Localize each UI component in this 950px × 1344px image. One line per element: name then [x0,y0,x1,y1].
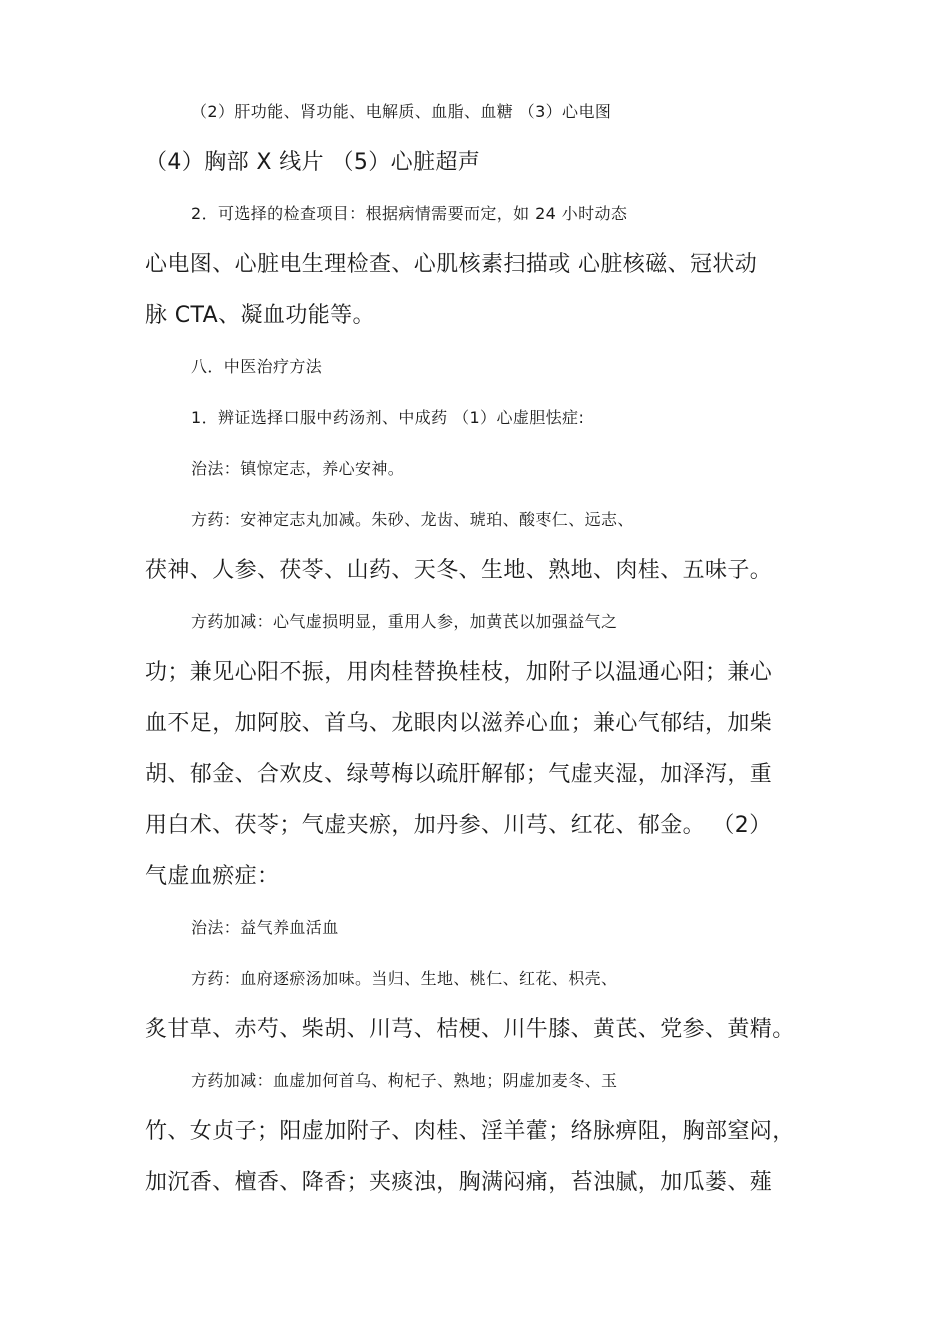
text-line: 2．可选择的检查项目：根据病情需要而定，如 24 小时动态 [191,204,628,223]
text-line: 气虚血瘀症： [145,864,280,889]
document-body [145,86,817,1208]
text-line: 1．辨证选择口服中药汤剂、中成药 （1）心虚胆怯症: [191,408,585,427]
text-line: 心电图、心脏电生理检查、心肌核素扫描或 心脏核磁、冠状动 [145,252,758,277]
text-line: 方药加减：心气虚损明显，重用人参，加黄芪以加强益气之 [191,612,618,631]
text-line: 胡、郁金、合欢皮、绿萼梅以疏肝解郁；气虚夹湿，加泽泻，重 [145,762,773,787]
text-line: 竹、女贞子；阳虚加附子、肉桂、淫羊藿；络脉痹阻，胸部窒闷， [145,1119,795,1144]
text-line: 方药加减：血虚加何首乌、枸杞子、熟地；阴虚加麦冬、玉 [191,1071,618,1090]
section-heading: 八．中医治疗方法 [191,357,323,376]
text-line: 加沉香、檀香、降香；夹痰浊，胸满闷痛，苔浊腻，加瓜蒌、薤 [145,1170,773,1195]
text-line: 治法：益气养血活血 [191,918,339,937]
text-line: 茯神、人参、茯苓、山药、天冬、生地、熟地、肉桂、五味子。 [145,558,773,583]
text-line: 用白术、茯苓；气虚夹瘀，加丹参、川芎、红花、郁金。 （2） [145,813,772,838]
text-line: 治法：镇惊定志，养心安神。 [191,459,405,478]
text-line: 方药：安神定志丸加减。朱砂、龙齿、琥珀、酸枣仁、远志、 [191,510,634,529]
text-line: （4）胸部 X 线片 （5）心脏超声 [145,150,481,175]
text-line: 功；兼见心阳不振，用肉桂替换桂枝，加附子以温通心阳；兼心 [145,660,773,685]
text-line: 血不足，加阿胶、首乌、龙眼肉以滋养心血；兼心气郁结，加柴 [145,711,773,736]
text-line: （2）肝功能、肾功能、电解质、血脂、血糖 （3）心电图 [191,102,612,121]
text-line: 方药：血府逐瘀汤加味。当归、生地、桃仁、红花、枳壳、 [191,969,618,988]
text-line: 炙甘草、赤芍、柴胡、川芎、桔梗、川牛膝、黄芪、党参、黄精。 [145,1017,795,1042]
text-line: 脉 CTA、凝血功能等。 [145,303,375,328]
